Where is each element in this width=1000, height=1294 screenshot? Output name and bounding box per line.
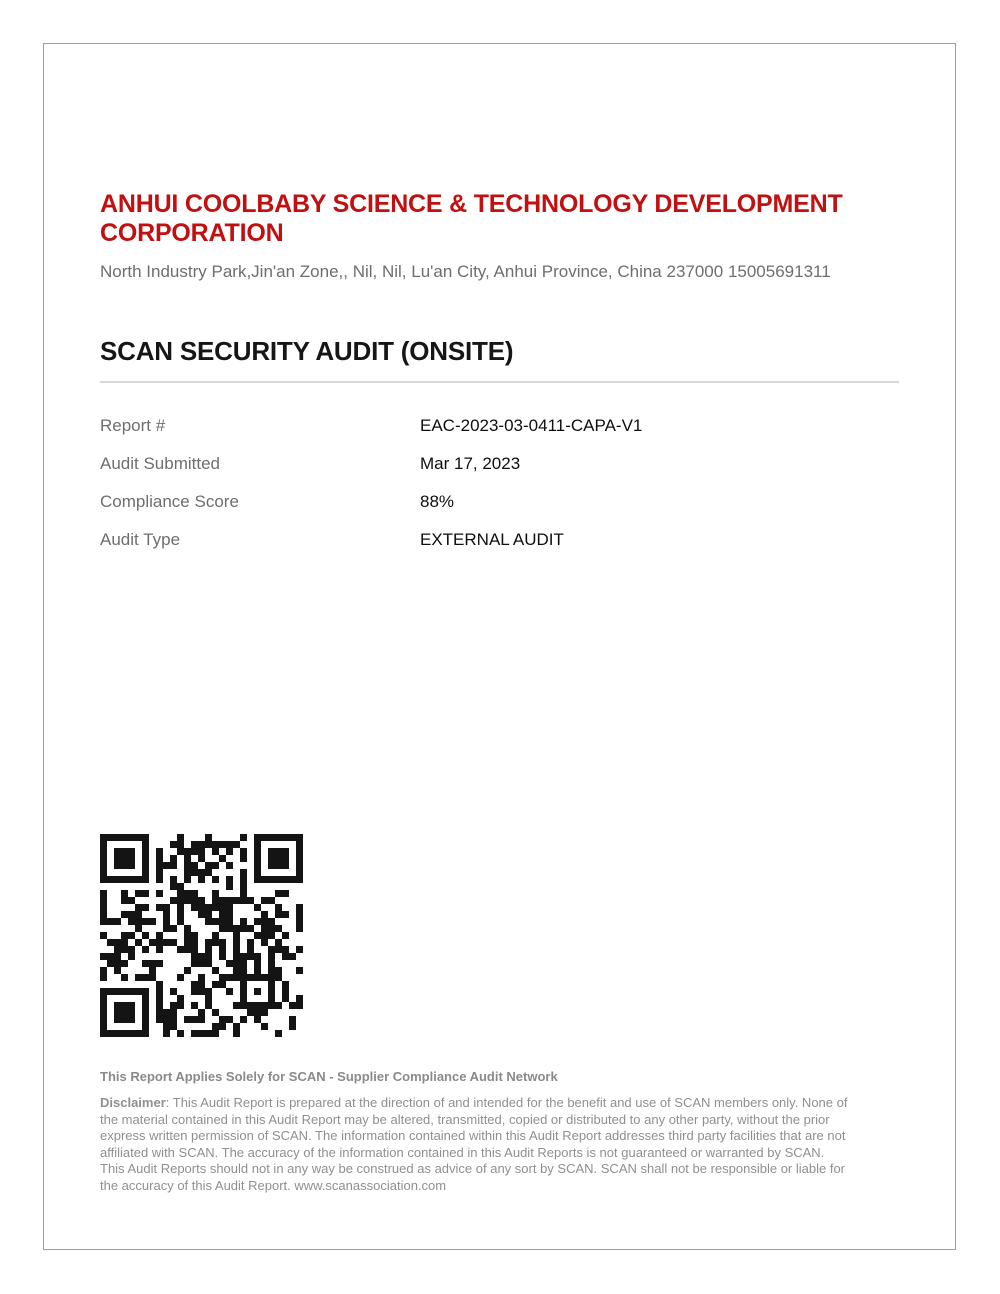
field-label: Audit Submitted	[100, 454, 221, 473]
disclaimer-text	[100, 1095, 852, 1194]
field-value: 88%	[420, 492, 455, 511]
report-fields	[100, 417, 899, 549]
document-page	[43, 43, 956, 1250]
field-row-compliance-score	[100, 493, 899, 511]
company-address: North Industry Park,Jin'an Zone,, Nil, Nil, Lu'an City, Anhui Province, China 237000 15005691311	[100, 262, 831, 281]
field-value: Mar 17, 2023	[420, 454, 521, 473]
field-label: Compliance Score	[100, 492, 239, 511]
field-value: EXTERNAL AUDIT	[420, 530, 564, 549]
field-row-audit-submitted	[100, 455, 899, 473]
disclaimer-body: : This Audit Report is prepared at the direction of and intended for the benefit and use of SCAN members only. None of the material contained in this Audit Report may be altered, transmitted, copied or distributed to any other party, without the prior express written permission of SCAN. The information contained within this Audit Report addresses third party facilities that are not affiliated with SCAN. The accuracy of the information contained in this Audit Reports is not guaranteed or warranted by SCAN. This Audit Reports should not in any way be construed as advice of any sort by SCAN. SCAN shall not be responsible or liable for the accuracy of this Audit Report. www.scanassociation.com	[100, 1095, 848, 1193]
field-row-audit-type	[100, 531, 899, 549]
page-content	[44, 190, 955, 1194]
report-title: SCAN SECURITY AUDIT (ONSITE)	[100, 336, 514, 366]
field-label: Audit Type	[100, 530, 181, 549]
company-name: ANHUI COOLBABY SCIENCE & TECHNOLOGY DEVELOPMENT CORPORATION	[100, 190, 843, 247]
field-row-report-number	[100, 417, 899, 435]
qr-code-svg	[100, 834, 303, 1037]
field-value: EAC-2023-03-0411-CAPA-V1	[420, 416, 643, 435]
qr-code-icon	[100, 834, 303, 1037]
disclaimer-label: Disclaimer	[100, 1095, 166, 1110]
report-applies-note: This Report Applies Solely for SCAN - Supplier Compliance Audit Network	[100, 1069, 558, 1084]
title-divider	[100, 381, 899, 383]
field-label: Report #	[100, 416, 166, 435]
